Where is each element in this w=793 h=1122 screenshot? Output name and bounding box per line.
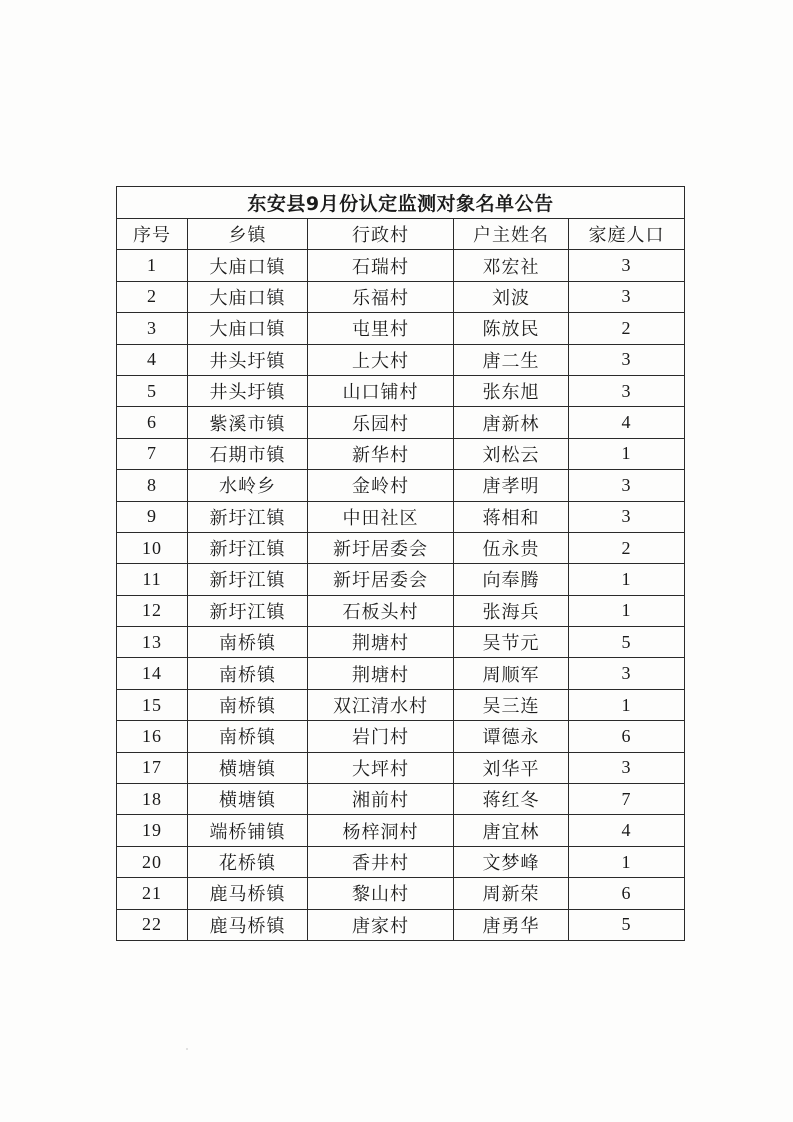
cell-village: 大坪村 — [308, 752, 454, 783]
header-township: 乡镇 — [188, 219, 308, 250]
cell-family-size: 3 — [569, 375, 685, 406]
table-row — [117, 658, 685, 689]
cell-village: 新华村 — [308, 438, 454, 469]
cell-serial: 3 — [117, 313, 188, 344]
cell-township: 南桥镇 — [188, 627, 308, 658]
cell-family-size: 3 — [569, 344, 685, 375]
cell-family-size: 1 — [569, 846, 685, 877]
cell-family-size: 3 — [569, 250, 685, 281]
cell-family-size: 6 — [569, 878, 685, 909]
header-family-size: 家庭人口 — [569, 219, 685, 250]
cell-township: 鹿马桥镇 — [188, 878, 308, 909]
cell-township: 横塘镇 — [188, 784, 308, 815]
cell-serial: 18 — [117, 784, 188, 815]
header-household-head: 户主姓名 — [454, 219, 569, 250]
cell-serial: 12 — [117, 595, 188, 626]
cell-household-head: 唐新林 — [454, 407, 569, 438]
cell-serial: 4 — [117, 344, 188, 375]
title-row — [117, 187, 685, 219]
cell-household-head: 周顺军 — [454, 658, 569, 689]
cell-township: 大庙口镇 — [188, 313, 308, 344]
cell-village: 石瑞村 — [308, 250, 454, 281]
cell-household-head: 蒋相和 — [454, 501, 569, 532]
cell-household-head: 唐宜林 — [454, 815, 569, 846]
cell-household-head: 唐勇华 — [454, 909, 569, 940]
cell-household-head: 谭德永 — [454, 721, 569, 752]
cell-family-size: 1 — [569, 689, 685, 720]
cell-family-size: 3 — [569, 658, 685, 689]
cell-family-size: 3 — [569, 501, 685, 532]
cell-township: 水岭乡 — [188, 470, 308, 501]
cell-village: 双江清水村 — [308, 689, 454, 720]
cell-village: 乐福村 — [308, 281, 454, 312]
cell-village: 湘前村 — [308, 784, 454, 815]
cell-serial: 21 — [117, 878, 188, 909]
table-row — [117, 815, 685, 846]
header-serial: 序号 — [117, 219, 188, 250]
cell-village: 唐家村 — [308, 909, 454, 940]
monitoring-list-table — [116, 186, 685, 941]
cell-village: 山口铺村 — [308, 375, 454, 406]
header-village: 行政村 — [308, 219, 454, 250]
cell-household-head: 蒋红冬 — [454, 784, 569, 815]
cell-serial: 10 — [117, 532, 188, 563]
cell-township: 鹿马桥镇 — [188, 909, 308, 940]
cell-household-head: 陈放民 — [454, 313, 569, 344]
cell-serial: 9 — [117, 501, 188, 532]
cell-household-head: 文梦峰 — [454, 846, 569, 877]
cell-household-head: 吴三连 — [454, 689, 569, 720]
cell-village: 香井村 — [308, 846, 454, 877]
cell-serial: 6 — [117, 407, 188, 438]
cell-village: 乐园村 — [308, 407, 454, 438]
cell-household-head: 唐孝明 — [454, 470, 569, 501]
cell-family-size: 5 — [569, 909, 685, 940]
cell-township: 新圩江镇 — [188, 564, 308, 595]
cell-township: 紫溪市镇 — [188, 407, 308, 438]
table-row — [117, 564, 685, 595]
cell-village: 新圩居委会 — [308, 564, 454, 595]
cell-serial: 2 — [117, 281, 188, 312]
cell-township: 井头圩镇 — [188, 375, 308, 406]
cell-township: 大庙口镇 — [188, 250, 308, 281]
cell-family-size: 6 — [569, 721, 685, 752]
table-row — [117, 281, 685, 312]
cell-family-size: 1 — [569, 438, 685, 469]
cell-household-head: 张海兵 — [454, 595, 569, 626]
cell-serial: 1 — [117, 250, 188, 281]
table-row — [117, 752, 685, 783]
cell-household-head: 伍永贵 — [454, 532, 569, 563]
cell-household-head: 刘松云 — [454, 438, 569, 469]
cell-serial: 11 — [117, 564, 188, 595]
header-row — [117, 219, 685, 250]
cell-serial: 15 — [117, 689, 188, 720]
cell-family-size: 7 — [569, 784, 685, 815]
cell-village: 荆塘村 — [308, 658, 454, 689]
cell-township: 新圩江镇 — [188, 501, 308, 532]
cell-serial: 19 — [117, 815, 188, 846]
cell-household-head: 邓宏社 — [454, 250, 569, 281]
cell-family-size: 3 — [569, 281, 685, 312]
cell-serial: 13 — [117, 627, 188, 658]
table-row — [117, 501, 685, 532]
table-body — [117, 250, 685, 941]
cell-household-head: 向奉腾 — [454, 564, 569, 595]
cell-family-size: 2 — [569, 313, 685, 344]
cell-family-size: 5 — [569, 627, 685, 658]
table-row — [117, 721, 685, 752]
table-row — [117, 878, 685, 909]
table-row — [117, 595, 685, 626]
cell-village: 中田社区 — [308, 501, 454, 532]
cell-village: 杨梓洞村 — [308, 815, 454, 846]
cell-serial: 17 — [117, 752, 188, 783]
cell-household-head: 张东旭 — [454, 375, 569, 406]
table-row — [117, 344, 685, 375]
scan-speck — [186, 1048, 188, 1050]
cell-township: 石期市镇 — [188, 438, 308, 469]
table-row — [117, 313, 685, 344]
table-title: 东安县9月份认定监测对象名单公告 — [117, 187, 685, 219]
cell-family-size: 4 — [569, 407, 685, 438]
table-row — [117, 375, 685, 406]
cell-family-size: 3 — [569, 470, 685, 501]
cell-household-head: 刘波 — [454, 281, 569, 312]
cell-household-head: 周新荣 — [454, 878, 569, 909]
table-row — [117, 846, 685, 877]
cell-family-size: 2 — [569, 532, 685, 563]
cell-township: 横塘镇 — [188, 752, 308, 783]
cell-serial: 22 — [117, 909, 188, 940]
cell-village: 岩门村 — [308, 721, 454, 752]
cell-township: 南桥镇 — [188, 658, 308, 689]
cell-village: 金岭村 — [308, 470, 454, 501]
cell-village: 荆塘村 — [308, 627, 454, 658]
table-row — [117, 250, 685, 281]
cell-family-size: 1 — [569, 564, 685, 595]
cell-township: 端桥铺镇 — [188, 815, 308, 846]
cell-family-size: 4 — [569, 815, 685, 846]
cell-serial: 14 — [117, 658, 188, 689]
cell-serial: 7 — [117, 438, 188, 469]
cell-township: 南桥镇 — [188, 689, 308, 720]
table-row — [117, 627, 685, 658]
table-row — [117, 909, 685, 940]
cell-serial: 16 — [117, 721, 188, 752]
cell-household-head: 唐二生 — [454, 344, 569, 375]
cell-township: 南桥镇 — [188, 721, 308, 752]
cell-township: 新圩江镇 — [188, 532, 308, 563]
cell-village: 石板头村 — [308, 595, 454, 626]
cell-serial: 20 — [117, 846, 188, 877]
table-row — [117, 532, 685, 563]
table-row — [117, 470, 685, 501]
cell-serial: 5 — [117, 375, 188, 406]
table-row — [117, 407, 685, 438]
cell-household-head: 吴节元 — [454, 627, 569, 658]
cell-serial: 8 — [117, 470, 188, 501]
cell-village: 新圩居委会 — [308, 532, 454, 563]
cell-township: 花桥镇 — [188, 846, 308, 877]
cell-village: 上大村 — [308, 344, 454, 375]
cell-township: 新圩江镇 — [188, 595, 308, 626]
table-row — [117, 438, 685, 469]
table-row — [117, 784, 685, 815]
cell-township: 大庙口镇 — [188, 281, 308, 312]
cell-family-size: 1 — [569, 595, 685, 626]
cell-village: 黎山村 — [308, 878, 454, 909]
table-row — [117, 689, 685, 720]
cell-household-head: 刘华平 — [454, 752, 569, 783]
cell-village: 屯里村 — [308, 313, 454, 344]
cell-township: 井头圩镇 — [188, 344, 308, 375]
cell-family-size: 3 — [569, 752, 685, 783]
